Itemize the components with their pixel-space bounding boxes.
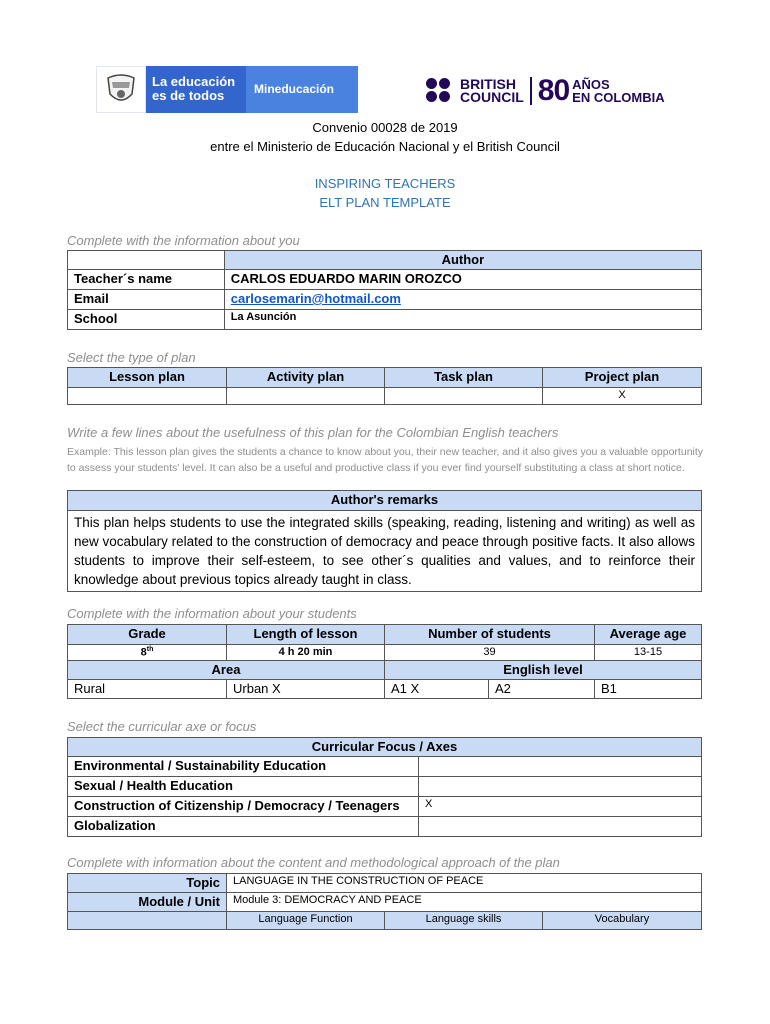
length-header: Length of lesson — [227, 625, 385, 645]
grade-number: 8 — [140, 646, 147, 659]
curricular-globalization: Globalization — [68, 817, 419, 837]
area-header: Area — [68, 661, 385, 680]
content-table — [67, 873, 702, 930]
teacher-name-label: Teacher´s name — [68, 270, 225, 290]
content-caption: Complete with information about the content and methodological approach of the plan — [67, 855, 560, 870]
author-header: Author — [224, 251, 701, 270]
curricular-table — [67, 737, 702, 837]
grade-value — [68, 645, 227, 661]
students-table — [67, 624, 702, 699]
age-value: 13-15 — [595, 645, 702, 661]
activity-plan-header: Activity plan — [227, 368, 385, 388]
number-value: 39 — [385, 645, 595, 661]
number-header: Number of students — [385, 625, 595, 645]
lesson-plan-mark[interactable] — [68, 388, 227, 405]
english-level-header: English level — [385, 661, 702, 680]
author-caption: Complete with the information about you — [67, 233, 300, 248]
area-urban[interactable]: Urban X — [227, 680, 385, 699]
level-a1[interactable]: A1 X — [385, 680, 489, 699]
project-plan-mark[interactable]: X — [543, 388, 702, 405]
curricular-sexual-health-mark[interactable] — [419, 777, 702, 797]
curricular-globalization-mark[interactable] — [419, 817, 702, 837]
task-plan-header: Task plan — [385, 368, 543, 388]
bc-anos — [572, 78, 664, 104]
british-council-dots-icon — [426, 78, 456, 104]
topic-value: LANGUAGE IN THE CONSTRUCTION OF PEACE — [227, 874, 702, 893]
lesson-plan-header: Lesson plan — [68, 368, 227, 388]
bc-years: 80 — [537, 74, 570, 107]
bc-name-line1: BRITISH — [460, 76, 516, 92]
age-header: Average age — [595, 625, 702, 645]
length-value: 4 h 20 min — [227, 645, 385, 661]
curricular-environmental: Environmental / Sustainability Education — [68, 757, 419, 777]
plan-type-table — [67, 367, 702, 405]
author-table — [67, 250, 702, 330]
email-label: Email — [68, 290, 225, 310]
activity-plan-mark[interactable] — [227, 388, 385, 405]
area-rural[interactable]: Rural — [68, 680, 227, 699]
curricular-header: Curricular Focus / Axes — [68, 738, 702, 757]
language-function-header: Language Function — [227, 912, 385, 930]
mineducacion-logo — [96, 66, 358, 113]
remarks-header: Author's remarks — [68, 491, 702, 511]
gov-slogan-line2: es de todos — [152, 88, 225, 103]
remarks-table — [67, 490, 702, 592]
school-label: School — [68, 310, 225, 330]
bc-name-line2: COUNCIL — [460, 89, 524, 105]
template-title: ELT PLAN TEMPLATE — [319, 195, 451, 210]
gov-slogan — [146, 66, 246, 113]
header-logos — [96, 66, 666, 116]
level-a2[interactable]: A2 — [489, 680, 595, 699]
plan-type-caption: Select the type of plan — [67, 350, 196, 365]
curricular-caption: Select the curricular axe or focus — [67, 719, 257, 734]
convenio-title: Convenio 00028 de 2019 — [312, 120, 458, 135]
bc-anos-line1: AÑOS — [572, 77, 610, 92]
inspiring-title: INSPIRING TEACHERS — [314, 176, 456, 191]
school-value: La Asunción — [224, 310, 701, 330]
level-b1[interactable]: B1 — [595, 680, 702, 699]
email-link[interactable]: carlosemarin@hotmail.com — [230, 291, 401, 306]
vocabulary-header: Vocabulary — [543, 912, 702, 930]
curricular-citizenship: Construction of Citizenship / Democracy / Teenagers — [68, 797, 419, 817]
usefulness-caption: Write a few lines about the usefulness of this plan for the Colombian English teachers — [67, 425, 559, 440]
convenio-subtitle: entre el Ministerio de Educación Nacional y el British Council — [210, 139, 560, 154]
language-skills-header: Language skills — [385, 912, 543, 930]
bc-anos-line2: EN COLOMBIA — [572, 90, 665, 105]
usefulness-example: Example: This lesson plan gives the students a chance to know about you, their new teacher, and it also gives you a valuable opportunity to assess your students' level. It can also be a useful and productive class if you ever find yourself substituting a class at short notice. — [67, 446, 704, 474]
gov-slogan-line1: La educación — [152, 74, 236, 89]
british-council-logo — [426, 74, 666, 108]
logo-divider — [530, 77, 532, 105]
module-label: Module / Unit — [68, 893, 227, 912]
british-council-name — [460, 78, 524, 104]
curricular-sexual-health: Sexual / Health Education — [68, 777, 419, 797]
topic-label: Topic — [68, 874, 227, 893]
curricular-citizenship-mark[interactable]: X — [419, 797, 702, 817]
remarks-text: This plan helps students to use the integrated skills (speaking, reading, listening and writing) as well as new vocabulary related to the construction of democracy and peace through positive facts. It also allows students to improve their self-esteem, to see other´s qualities and values, and to reinforce their knowledge about previous topics already taught in class. — [68, 511, 702, 592]
project-plan-header: Project plan — [543, 368, 702, 388]
grade-header: Grade — [68, 625, 227, 645]
colombia-shield-icon — [96, 66, 146, 113]
mineducacion-label: Mineducación — [246, 66, 358, 113]
teacher-name-value: CARLOS EDUARDO MARIN OROZCO — [224, 270, 701, 290]
module-value: Module 3: DEMOCRACY AND PEACE — [227, 893, 702, 912]
grade-suffix: th — [146, 646, 154, 653]
task-plan-mark[interactable] — [385, 388, 543, 405]
curricular-environmental-mark[interactable] — [419, 757, 702, 777]
students-caption: Complete with the information about your students — [67, 606, 357, 621]
